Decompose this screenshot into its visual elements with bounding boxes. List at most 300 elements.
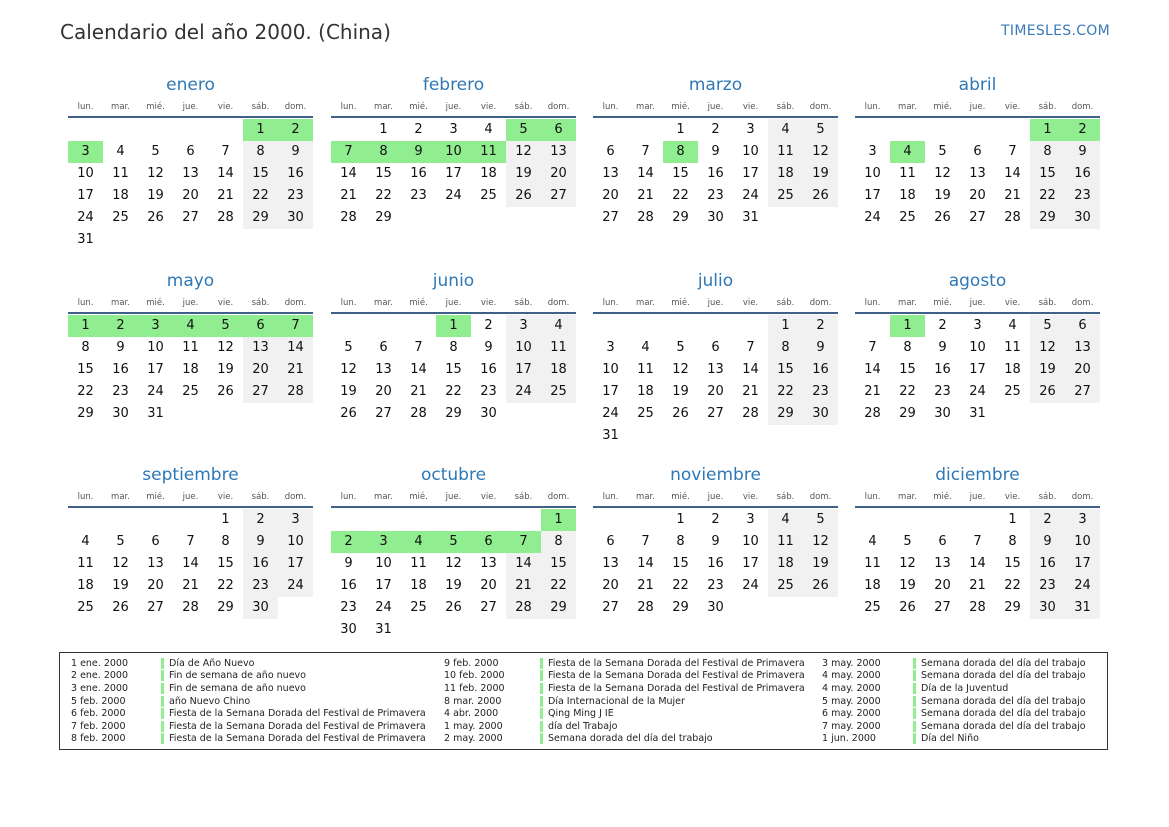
day-cell: 13 (147, 556, 164, 571)
day-cell: 28 (637, 600, 654, 615)
day-cell: 10 (147, 340, 164, 355)
day-cell: 26 (217, 384, 234, 399)
empty-day-cell (768, 597, 803, 619)
legend-row (444, 695, 805, 708)
weekday-header (331, 99, 576, 116)
day-cell: 8 (221, 534, 230, 549)
holiday-color-marker (540, 696, 543, 707)
day-cell: 14 (1004, 166, 1021, 181)
holiday-day-cell: 1 (890, 315, 925, 337)
month-name: noviembre (670, 465, 761, 485)
weekday-label: jue. (445, 298, 462, 308)
month-rule (68, 116, 313, 118)
day-cell: 4 (484, 122, 493, 137)
weekday-label: sáb. (1038, 102, 1057, 112)
day-cell: 28 (410, 406, 427, 421)
day-cell: 14 (864, 362, 881, 377)
weekday-header (68, 489, 313, 506)
empty-day-cell (68, 119, 103, 141)
day-cell: 16 (112, 362, 129, 377)
holiday-day-cell: 2 (331, 531, 366, 553)
empty-day-cell (331, 315, 366, 337)
day-cell: 31 (969, 406, 986, 421)
day-cell: 7 (641, 534, 650, 549)
weekday-header (593, 489, 838, 506)
weekday-label: mar. (374, 102, 393, 112)
month-rule (593, 312, 838, 314)
day-cell: 27 (1065, 381, 1100, 403)
day-cell: 12 (147, 166, 164, 181)
weekday-label: mar. (374, 492, 393, 502)
day-cell: 23 (707, 578, 724, 593)
legend-column (71, 657, 426, 745)
day-cell: 21 (506, 575, 541, 597)
day-cell: 20 (602, 578, 619, 593)
day-cell: 26 (445, 600, 462, 615)
day-cell: 14 (637, 556, 654, 571)
day-cell: 25 (541, 381, 576, 403)
day-cell: 25 (768, 575, 803, 597)
day-cell: 19 (803, 553, 838, 575)
day-cell: 17 (969, 362, 986, 377)
empty-day-cell (436, 619, 471, 641)
month-rule (331, 506, 576, 508)
day-cell: 12 (445, 556, 462, 571)
legend-holiday-name: Semana dorada del día del trabajo (921, 720, 1086, 732)
day-cell: 17 (147, 362, 164, 377)
legend-date: 1 jun. 2000 (822, 733, 876, 745)
day-cell: 9 (278, 141, 313, 163)
month-rule (855, 506, 1100, 508)
day-cell: 22 (1030, 185, 1065, 207)
day-cell: 13 (243, 337, 278, 359)
day-cell: 17 (445, 166, 462, 181)
day-grid (855, 119, 1100, 229)
weekday-label: mié. (671, 492, 690, 502)
day-cell: 27 (602, 600, 619, 615)
day-cell: 12 (934, 166, 951, 181)
weekday-label: sáb. (514, 492, 533, 502)
legend-holiday-name: Fiesta de la Semana Dorada del Festival de Primavera (548, 670, 805, 682)
weekday-label: vie. (1004, 298, 1021, 308)
day-cell: 27 (541, 185, 576, 207)
day-cell: 22 (672, 188, 689, 203)
empty-day-cell (173, 509, 208, 531)
day-cell: 20 (243, 359, 278, 381)
holiday-color-marker (540, 733, 543, 744)
legend-holiday-name: Semana dorada del día del trabajo (921, 670, 1086, 682)
day-cell: 24 (742, 188, 759, 203)
day-cell: 25 (768, 185, 803, 207)
month-agosto (855, 267, 1100, 425)
day-cell: 21 (410, 384, 427, 399)
month-enero (68, 71, 313, 251)
weekday-label: mar. (636, 298, 655, 308)
day-cell: 11 (112, 166, 129, 181)
day-cell: 9 (116, 340, 125, 355)
holiday-day-cell: 4 (401, 531, 436, 553)
legend-date: 6 feb. 2000 (71, 708, 126, 720)
holiday-day-cell: 3 (366, 531, 401, 553)
weekday-label: sáb. (251, 102, 270, 112)
day-cell: 11 (541, 337, 576, 359)
day-cell: 2 (803, 315, 838, 337)
day-cell: 5 (676, 340, 685, 355)
month-octubre (331, 461, 576, 641)
day-cell: 29 (541, 597, 576, 619)
weekday-label: sáb. (251, 298, 270, 308)
empty-day-cell (995, 403, 1030, 425)
legend-date: 3 ene. 2000 (71, 682, 128, 694)
day-cell: 10 (864, 166, 881, 181)
month-name: octubre (420, 465, 487, 485)
day-cell: 14 (217, 166, 234, 181)
day-cell: 3 (1065, 509, 1100, 531)
legend-date: 5 feb. 2000 (71, 695, 126, 707)
day-cell: 26 (112, 600, 129, 615)
legend-date: 3 may. 2000 (822, 657, 881, 669)
empty-day-cell (593, 509, 628, 531)
day-cell: 20 (969, 188, 986, 203)
day-cell: 3 (973, 318, 982, 333)
day-cell: 28 (278, 381, 313, 403)
holiday-day-cell: 6 (471, 531, 506, 553)
day-cell: 3 (746, 512, 755, 527)
day-cell: 11 (637, 362, 654, 377)
day-cell: 4 (541, 315, 576, 337)
weekday-label: jue. (445, 492, 462, 502)
legend-date: 8 mar. 2000 (444, 695, 502, 707)
day-cell: 24 (742, 578, 759, 593)
empty-day-cell (960, 509, 995, 531)
day-cell: 20 (182, 188, 199, 203)
legend-date: 8 feb. 2000 (71, 733, 126, 745)
day-cell: 28 (182, 600, 199, 615)
holiday-legend (59, 652, 1108, 750)
weekday-label: mié. (146, 102, 165, 112)
month-rule (855, 116, 1100, 118)
weekday-label: lun. (602, 298, 619, 308)
day-cell: 25 (112, 210, 129, 225)
month-name: septiembre (142, 465, 239, 485)
day-cell: 16 (934, 362, 951, 377)
day-cell: 21 (742, 384, 759, 399)
empty-day-cell (471, 509, 506, 531)
weekday-label: mar. (898, 298, 917, 308)
day-cell: 20 (375, 384, 392, 399)
day-cell: 7 (868, 340, 877, 355)
legend-date: 7 may. 2000 (822, 720, 881, 732)
day-cell: 28 (864, 406, 881, 421)
holiday-day-cell: 8 (366, 141, 401, 163)
weekday-label: lun. (864, 492, 881, 502)
empty-day-cell (331, 119, 366, 141)
legend-date: 4 may. 2000 (822, 682, 881, 694)
day-grid (593, 315, 838, 447)
day-cell: 2 (414, 122, 423, 137)
legend-date: 1 may. 2000 (444, 720, 503, 732)
holiday-day-cell: 11 (471, 141, 506, 163)
day-cell: 30 (707, 210, 724, 225)
day-cell: 20 (147, 578, 164, 593)
empty-day-cell (506, 403, 541, 425)
empty-day-cell (436, 509, 471, 531)
day-cell: 7 (414, 340, 423, 355)
legend-row (822, 682, 1086, 695)
legend-row (822, 707, 1086, 720)
month-name: agosto (948, 271, 1007, 291)
day-cell: 26 (340, 406, 357, 421)
empty-day-cell (401, 315, 436, 337)
holiday-day-cell: 4 (890, 141, 925, 163)
day-cell: 30 (243, 597, 278, 619)
holiday-color-marker (540, 670, 543, 681)
day-cell: 30 (803, 403, 838, 425)
day-cell: 4 (1008, 318, 1017, 333)
month-name: diciembre (935, 465, 1020, 485)
legend-holiday-name: Fiesta de la Semana Dorada del Festival de Primavera (169, 720, 426, 732)
weekday-label: vie. (742, 492, 759, 502)
day-cell: 21 (340, 188, 357, 203)
weekday-label: mié. (409, 298, 428, 308)
day-cell: 11 (77, 556, 94, 571)
day-cell: 30 (112, 406, 129, 421)
weekday-label: lun. (77, 102, 94, 112)
month-julio (593, 267, 838, 447)
day-cell: 2 (711, 512, 720, 527)
day-cell: 8 (1008, 534, 1017, 549)
day-cell: 30 (1030, 597, 1065, 619)
day-cell: 31 (1065, 597, 1100, 619)
day-cell: 5 (803, 509, 838, 531)
holiday-day-cell: 6 (243, 315, 278, 337)
holiday-color-marker (540, 708, 543, 719)
day-cell: 20 (480, 578, 497, 593)
day-cell: 8 (449, 340, 458, 355)
day-cell: 28 (969, 600, 986, 615)
empty-day-cell (243, 403, 278, 425)
month-diciembre (855, 461, 1100, 619)
weekday-label: lun. (340, 492, 357, 502)
day-cell: 28 (637, 210, 654, 225)
weekday-label: dom. (809, 102, 832, 112)
day-cell: 7 (1008, 144, 1017, 159)
legend-date: 4 abr. 2000 (444, 708, 499, 720)
legend-holiday-name: Semana dorada del día del trabajo (921, 708, 1086, 720)
day-cell: 17 (864, 188, 881, 203)
weekday-label: mar. (374, 298, 393, 308)
empty-day-cell (436, 207, 471, 229)
weekday-label: lun. (340, 298, 357, 308)
day-cell: 6 (151, 534, 160, 549)
day-cell: 14 (278, 337, 313, 359)
month-rule (331, 116, 576, 118)
empty-day-cell (208, 403, 243, 425)
weekday-label: mié. (146, 298, 165, 308)
day-cell: 12 (803, 531, 838, 553)
day-cell: 18 (899, 188, 916, 203)
day-cell: 24 (506, 381, 541, 403)
empty-day-cell (278, 229, 313, 251)
day-cell: 17 (506, 359, 541, 381)
empty-day-cell (243, 229, 278, 251)
day-cell: 2 (711, 122, 720, 137)
day-cell: 5 (938, 144, 947, 159)
day-cell: 21 (217, 188, 234, 203)
day-grid (855, 509, 1100, 619)
day-cell: 29 (445, 406, 462, 421)
day-cell: 10 (969, 340, 986, 355)
empty-day-cell (628, 119, 663, 141)
weekday-label: dom. (284, 102, 307, 112)
day-cell: 23 (707, 188, 724, 203)
empty-day-cell (1065, 403, 1100, 425)
day-cell: 7 (641, 144, 650, 159)
day-grid (855, 315, 1100, 425)
day-cell: 23 (410, 188, 427, 203)
month-rule (593, 116, 838, 118)
legend-row (822, 657, 1086, 670)
weekday-header (855, 99, 1100, 116)
weekday-label: lun. (602, 102, 619, 112)
day-cell: 9 (484, 340, 493, 355)
legend-holiday-name: Día Internacional de la Mujer (548, 695, 685, 707)
day-cell: 14 (410, 362, 427, 377)
day-cell: 17 (742, 166, 759, 181)
day-cell: 22 (1004, 578, 1021, 593)
empty-day-cell (593, 315, 628, 337)
brand-link[interactable]: TIMESLES.COM (1001, 23, 1110, 39)
holiday-day-cell: 7 (331, 141, 366, 163)
legend-holiday-name: día del Trabajo (548, 720, 618, 732)
day-cell: 18 (768, 553, 803, 575)
legend-date: 9 feb. 2000 (444, 657, 499, 669)
day-cell: 14 (969, 556, 986, 571)
day-cell: 29 (77, 406, 94, 421)
day-cell: 30 (340, 622, 357, 637)
day-cell: 18 (182, 362, 199, 377)
day-cell: 18 (480, 166, 497, 181)
day-cell: 7 (186, 534, 195, 549)
day-cell: 14 (182, 556, 199, 571)
day-cell: 12 (217, 340, 234, 355)
legend-row (71, 707, 426, 720)
day-cell: 25 (637, 406, 654, 421)
day-grid (68, 315, 313, 425)
day-cell: 6 (711, 340, 720, 355)
day-cell: 28 (742, 406, 759, 421)
empty-day-cell (890, 509, 925, 531)
day-cell: 13 (602, 166, 619, 181)
day-cell: 1 (1008, 512, 1017, 527)
day-cell: 12 (899, 556, 916, 571)
day-cell: 22 (77, 384, 94, 399)
day-cell: 3 (449, 122, 458, 137)
day-cell: 30 (278, 207, 313, 229)
weekday-label: dom. (809, 492, 832, 502)
day-cell: 4 (768, 509, 803, 531)
day-cell: 27 (243, 381, 278, 403)
empty-day-cell (103, 119, 138, 141)
empty-day-cell (138, 229, 173, 251)
empty-day-cell (471, 619, 506, 641)
day-cell: 18 (541, 359, 576, 381)
weekday-header (331, 295, 576, 312)
holiday-color-marker (913, 708, 916, 719)
empty-day-cell (925, 119, 960, 141)
legend-holiday-name: Semana dorada del día del trabajo (921, 695, 1086, 707)
month-febrero (331, 71, 576, 229)
day-cell: 19 (1030, 359, 1065, 381)
weekday-label: mié. (933, 298, 952, 308)
weekday-label: vie. (1004, 102, 1021, 112)
day-cell: 27 (602, 210, 619, 225)
legend-date: 11 feb. 2000 (444, 682, 505, 694)
empty-day-cell (506, 509, 541, 531)
day-cell: 3 (606, 340, 615, 355)
empty-day-cell (855, 509, 890, 531)
day-cell: 18 (77, 578, 94, 593)
day-cell: 1 (221, 512, 230, 527)
day-cell: 24 (278, 575, 313, 597)
day-cell: 16 (803, 359, 838, 381)
day-cell: 24 (77, 210, 94, 225)
weekday-header (68, 295, 313, 312)
legend-date: 10 feb. 2000 (444, 670, 505, 682)
month-name: mayo (166, 271, 215, 291)
holiday-day-cell: 2 (278, 119, 313, 141)
month-mayo (68, 267, 313, 425)
day-cell: 12 (803, 141, 838, 163)
day-cell: 23 (243, 575, 278, 597)
holiday-color-marker (913, 696, 916, 707)
weekday-label: mié. (409, 102, 428, 112)
legend-row (444, 733, 805, 746)
day-cell: 29 (375, 210, 392, 225)
empty-day-cell (331, 509, 366, 531)
empty-day-cell (366, 509, 401, 531)
month-name: julio (697, 271, 734, 291)
weekday-label: vie. (742, 298, 759, 308)
day-cell: 21 (278, 359, 313, 381)
weekday-label: mié. (671, 102, 690, 112)
day-cell: 12 (672, 362, 689, 377)
day-cell: 26 (899, 600, 916, 615)
holiday-color-marker (913, 670, 916, 681)
day-cell: 24 (602, 406, 619, 421)
day-cell: 24 (375, 600, 392, 615)
day-cell: 18 (637, 384, 654, 399)
day-cell: 13 (602, 556, 619, 571)
empty-day-cell (138, 119, 173, 141)
empty-day-cell (803, 597, 838, 619)
empty-day-cell (803, 207, 838, 229)
day-cell: 25 (182, 384, 199, 399)
day-grid (68, 119, 313, 251)
day-cell: 15 (243, 163, 278, 185)
holiday-day-cell: 7 (506, 531, 541, 553)
empty-day-cell (541, 403, 576, 425)
weekday-label: vie. (217, 298, 234, 308)
day-cell: 25 (899, 210, 916, 225)
legend-row (444, 720, 805, 733)
holiday-color-marker (913, 721, 916, 732)
day-cell: 27 (480, 600, 497, 615)
day-cell: 9 (1065, 141, 1100, 163)
month-rule (331, 312, 576, 314)
day-cell: 25 (1004, 384, 1021, 399)
day-cell: 28 (340, 210, 357, 225)
